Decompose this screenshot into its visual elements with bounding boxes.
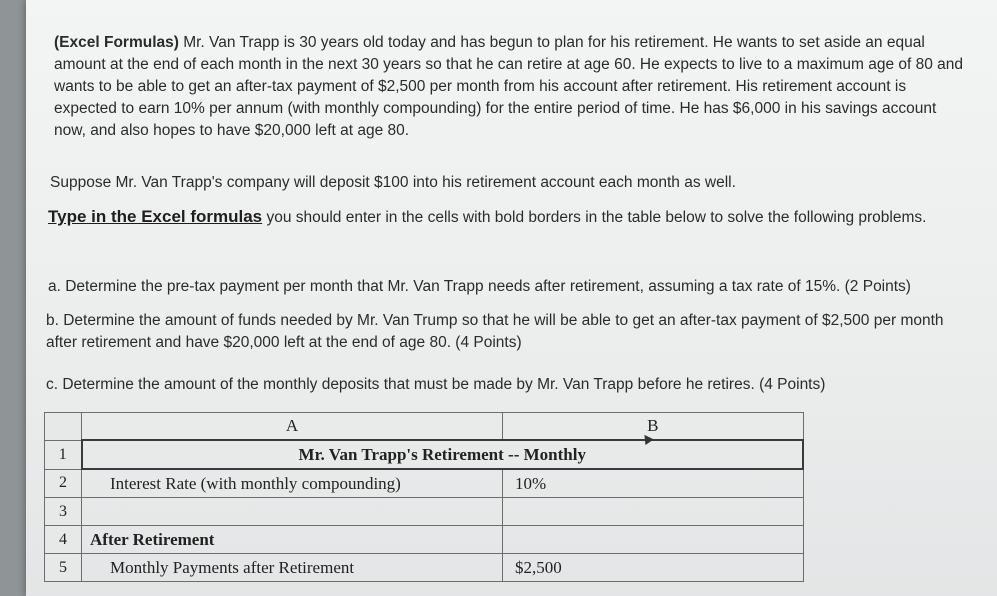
- instruction-paragraph: [48, 206, 948, 229]
- table-row: [45, 554, 804, 582]
- monthly-payments-value[interactable]: $2,500: [503, 554, 804, 582]
- row-number[interactable]: 2: [45, 469, 82, 498]
- instruction-rest: you should enter in the cells with bold borders in the table below to solve the following problems.: [262, 209, 927, 226]
- column-header-row: [45, 413, 804, 441]
- question-a: a. Determine the pre-tax payment per month that Mr. Van Trapp needs after retirement, assuming a tax rate of 15%. (2 Points): [48, 278, 911, 295]
- suppose-paragraph: Suppose Mr. Van Trapp's company will deposit $100 into his retirement account each month as well.: [50, 174, 736, 191]
- column-a-header[interactable]: A: [82, 413, 503, 441]
- empty-cell[interactable]: [503, 526, 804, 554]
- interest-rate-label[interactable]: Interest Rate (with monthly compounding): [82, 469, 503, 498]
- intro-lead: (Excel Formulas): [54, 34, 179, 51]
- table-row: [45, 526, 804, 554]
- intro-paragraph: [54, 32, 969, 142]
- row-number[interactable]: 1: [45, 440, 82, 469]
- spreadsheet-excerpt: [44, 412, 804, 596]
- empty-cell[interactable]: [82, 498, 503, 526]
- table-row: [45, 469, 804, 498]
- question-b: b. Determine the amount of funds needed by Mr. Van Trump so that he will be able to get an after-tax payment of $2,500 per month after retirement and have $20,000 left at the end of age 80. (4 Points): [46, 312, 944, 351]
- instruction-emphasis: Type in the Excel formulas: [48, 207, 263, 226]
- table-row: [45, 440, 804, 469]
- spreadsheet-grid: [44, 412, 804, 582]
- table-row: [45, 498, 804, 526]
- intro-text: Mr. Van Trapp is 30 years old today and has begun to plan for his retirement. He wants to set aside an equal amount at the end of each month in the next 30 years so that he can retire at age 60. He expects to live to a maximum age of 80 and wants to be able to get an after-tax payment of $2,500 per month from his account after retirement. His retirement account is expected to earn 10% per annum (with monthly compounding) for the entire period of time. He has $6,000 in his savings account now, and also hopes to have $20,000 left at age 80.: [54, 34, 964, 139]
- row-number[interactable]: 3: [45, 498, 82, 526]
- empty-cell[interactable]: [503, 498, 804, 526]
- row-number[interactable]: 5: [45, 554, 82, 582]
- sheet-title-cell[interactable]: Mr. Van Trapp's Retirement -- Monthly: [82, 440, 804, 469]
- interest-rate-value[interactable]: 10%: [503, 469, 804, 498]
- after-retirement-heading[interactable]: After Retirement: [82, 526, 503, 554]
- document-page: [26, 0, 997, 596]
- monthly-payments-label[interactable]: Monthly Payments after Retirement: [82, 554, 503, 582]
- corner-cell: [45, 413, 82, 441]
- row-number[interactable]: 4: [45, 526, 82, 554]
- question-c: c. Determine the amount of the monthly deposits that must be made by Mr. Van Trapp before he retires. (4 Points): [46, 376, 826, 393]
- column-b-header[interactable]: B: [503, 413, 804, 441]
